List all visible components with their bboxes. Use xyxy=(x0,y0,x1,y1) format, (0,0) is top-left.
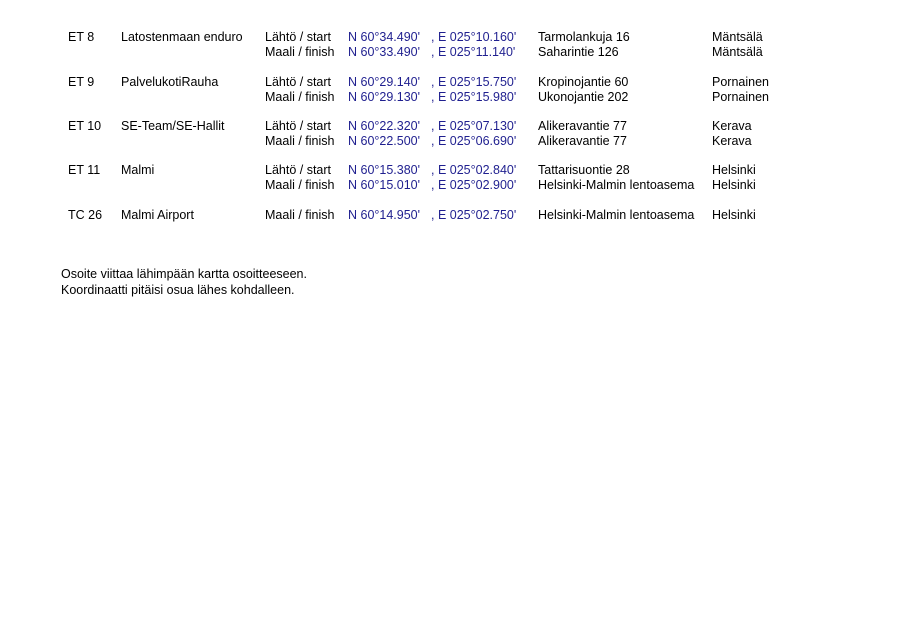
address: Ukonojantie 202 xyxy=(538,90,629,104)
point-type: Lähtö / start xyxy=(265,30,332,44)
point-type: Maali / finish xyxy=(265,208,335,222)
address: Tattarisuontie 28 xyxy=(538,163,630,177)
town: Pornainen xyxy=(712,75,769,89)
latitude: N 60°29.140' xyxy=(348,75,421,89)
longitude: , E 025°10.160' xyxy=(431,30,517,44)
longitude: , E 025°15.980' xyxy=(431,90,517,104)
town: Pornainen xyxy=(712,90,769,104)
stage-name: Malmi xyxy=(121,163,155,177)
town: Helsinki xyxy=(712,163,756,177)
address: Alikeravantie 77 xyxy=(538,119,627,133)
longitude: , E 025°02.840' xyxy=(431,163,517,177)
note-line: Koordinaatti pitäisi osua lähes kohdalleen. xyxy=(61,283,295,297)
latitude: N 60°22.320' xyxy=(348,119,421,133)
stage-name: SE-Team/SE-Hallit xyxy=(121,119,225,133)
longitude: , E 025°11.140' xyxy=(431,45,516,59)
latitude: N 60°34.490' xyxy=(348,30,421,44)
stage-row xyxy=(0,134,900,149)
longitude: , E 025°06.690' xyxy=(431,134,517,148)
note-line: Osoite viittaa lähimpään kartta osoitteeseen. xyxy=(61,267,307,281)
point-type: Maali / finish xyxy=(265,178,335,192)
stage-code: ET 10 xyxy=(68,119,102,133)
stage-row xyxy=(0,75,900,90)
longitude: , E 025°02.750' xyxy=(431,208,517,222)
address: Saharintie 126 xyxy=(538,45,619,59)
stage-row xyxy=(0,30,900,45)
stage-code: ET 8 xyxy=(68,30,95,44)
longitude: , E 025°02.900' xyxy=(431,178,517,192)
point-type: Maali / finish xyxy=(265,134,335,148)
stage-row xyxy=(0,119,900,134)
stage-name: PalvelukotiRauha xyxy=(121,75,219,89)
address: Alikeravantie 77 xyxy=(538,134,627,148)
stage-code: TC 26 xyxy=(68,208,103,222)
stage-name: Malmi Airport xyxy=(121,208,194,222)
town: Mäntsälä xyxy=(712,45,763,59)
address: Helsinki-Malmin lentoasema xyxy=(538,208,695,222)
latitude: N 60°15.380' xyxy=(348,163,421,177)
longitude: , E 025°15.750' xyxy=(431,75,517,89)
town: Helsinki xyxy=(712,208,756,222)
address: Helsinki-Malmin lentoasema xyxy=(538,178,695,192)
latitude: N 60°29.130' xyxy=(348,90,421,104)
address: Tarmolankuja 16 xyxy=(538,30,630,44)
stage-row xyxy=(0,163,900,178)
stage-name: Latostenmaan enduro xyxy=(121,30,243,44)
stage-row xyxy=(0,90,900,105)
stage-code: ET 9 xyxy=(68,75,95,89)
stage-row xyxy=(0,178,900,193)
point-type: Lähtö / start xyxy=(265,75,332,89)
latitude: N 60°14.950' xyxy=(348,208,421,222)
town: Kerava xyxy=(712,134,752,148)
latitude: N 60°33.490' xyxy=(348,45,421,59)
town: Mäntsälä xyxy=(712,30,763,44)
latitude: N 60°22.500' xyxy=(348,134,421,148)
longitude: , E 025°07.130' xyxy=(431,119,517,133)
stage-row xyxy=(0,208,900,223)
point-type: Maali / finish xyxy=(265,90,335,104)
point-type: Lähtö / start xyxy=(265,119,332,133)
latitude: N 60°15.010' xyxy=(348,178,421,192)
address: Kropinojantie 60 xyxy=(538,75,629,89)
point-type: Lähtö / start xyxy=(265,163,332,177)
town: Helsinki xyxy=(712,178,756,192)
point-type: Maali / finish xyxy=(265,45,335,59)
stage-row xyxy=(0,45,900,60)
town: Kerava xyxy=(712,119,752,133)
stage-code: ET 11 xyxy=(68,163,101,177)
